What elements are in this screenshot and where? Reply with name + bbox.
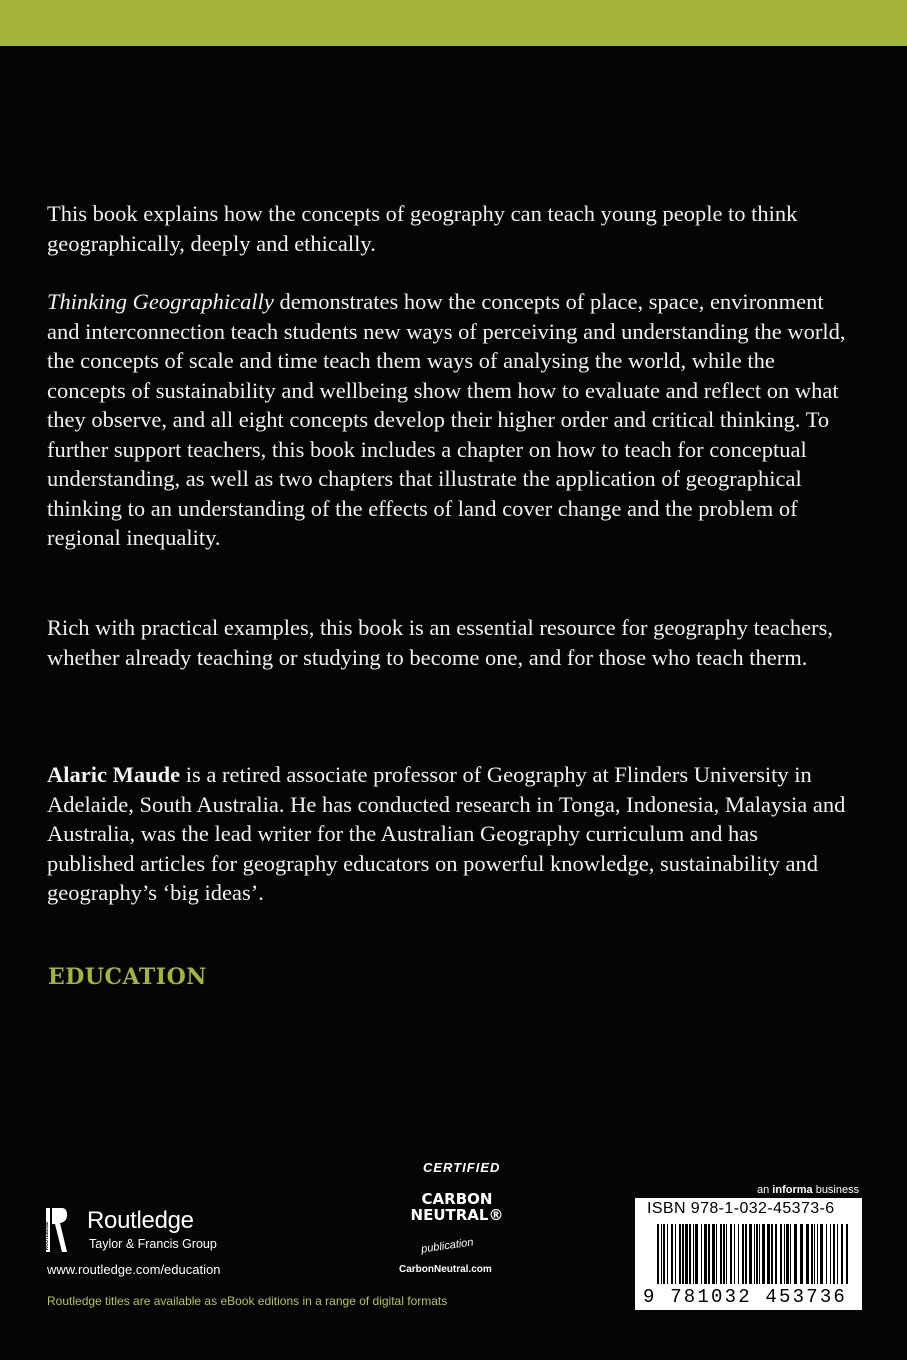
barcode-bar <box>846 1224 848 1284</box>
publisher-url: www.routledge.com/education <box>47 1262 221 1277</box>
author-bio <box>47 760 847 908</box>
barcode-bar <box>712 1224 715 1284</box>
barcode-bar <box>749 1224 752 1284</box>
barcode-bar <box>820 1224 823 1284</box>
barcode-bar <box>716 1224 717 1284</box>
routledge-logo-text: ROUTLEDGE <box>44 1221 49 1250</box>
barcode-bar <box>841 1224 843 1284</box>
barcode-bar <box>756 1224 758 1284</box>
isbn-text: ISBN 978-1-032-45373-6 <box>647 1200 835 1217</box>
barcode-bar <box>790 1224 791 1284</box>
blurb-paragraph-3 <box>47 613 847 672</box>
barcode-bar <box>794 1224 797 1284</box>
barcode-bar <box>734 1224 735 1284</box>
barcode-bar <box>771 1224 773 1284</box>
barcode-bar <box>685 1224 688 1284</box>
barcode-bar <box>667 1224 668 1284</box>
barcode-bar <box>679 1224 681 1284</box>
category-label: EDUCATION <box>48 964 207 990</box>
barcode-bar <box>675 1224 676 1284</box>
author-name: Alaric Maude <box>47 762 181 787</box>
barcode-bar <box>708 1224 710 1284</box>
blurb-text-1: This book explains how the concepts of geography can teach young people to think geographically, deeply and ethically. <box>47 201 798 256</box>
publisher-group: Taylor & Francis Group <box>89 1237 217 1251</box>
barcode-bar <box>738 1224 739 1284</box>
barcode-bar <box>775 1224 777 1284</box>
barcode-bar <box>742 1224 744 1284</box>
carbon-neutral-url: CarbonNeutral.com <box>399 1264 492 1275</box>
barcode-bar <box>695 1224 698 1284</box>
barcode-bar <box>833 1224 835 1284</box>
informa-suffix: business <box>812 1184 860 1196</box>
barcode-bars <box>635 1222 862 1288</box>
carbon-neutral-publication: publication <box>420 1236 475 1256</box>
barcode-bar <box>826 1224 827 1284</box>
top-color-band <box>0 0 907 46</box>
barcode-bar <box>786 1224 789 1284</box>
barcode-bar <box>762 1224 765 1284</box>
publisher-name: Routledge <box>87 1207 194 1234</box>
barcode-bar <box>806 1224 809 1284</box>
barcode-bar <box>830 1224 831 1284</box>
barcode-bar <box>759 1224 760 1284</box>
barcode-bar <box>661 1224 662 1284</box>
informa-prefix: an <box>757 1184 773 1196</box>
barcode-bar <box>726 1224 727 1284</box>
carbon-neutral-certified: CERTIFIED <box>423 1160 501 1175</box>
blurb-paragraph-2 <box>47 287 847 553</box>
barcode-bar <box>663 1224 665 1284</box>
barcode-bar <box>780 1224 782 1284</box>
blurb-paragraph-1 <box>47 199 847 258</box>
barcode-bar <box>671 1224 673 1284</box>
barcode-bar <box>745 1224 747 1284</box>
barcode-bar <box>767 1224 770 1284</box>
barcode-bar <box>720 1224 722 1284</box>
informa-bold: informa <box>772 1184 813 1196</box>
barcode-bar <box>657 1224 659 1284</box>
barcode-bar <box>689 1224 691 1284</box>
barcode-bar <box>814 1224 815 1284</box>
blurb-text-3: Rich with practical examples, this book is an essential resource for geography teachers, whether already teaching or studying to become one, and for those who teach therm. <box>47 615 833 670</box>
barcode-bar <box>811 1224 813 1284</box>
barcode-bar <box>701 1224 702 1284</box>
barcode-bar <box>682 1224 684 1284</box>
ebook-note: Routledge titles are available as eBook editions in a range of digital formats <box>47 1294 448 1308</box>
routledge-logo-icon <box>44 1202 68 1254</box>
carbon-neutral-logo <box>407 1191 507 1223</box>
barcode-bar <box>693 1224 694 1284</box>
barcode-bar <box>723 1224 725 1284</box>
barcode-bar <box>817 1224 818 1284</box>
carbon-neutral-line-1: CARBON <box>421 1190 493 1208</box>
barcode-bar <box>730 1224 732 1284</box>
barcode-bar <box>837 1224 838 1284</box>
barcode-bar <box>704 1224 707 1284</box>
book-title-italic: Thinking Geographically <box>47 289 274 314</box>
carbon-neutral-line-2: NEUTRAL® <box>410 1206 504 1224</box>
barcode-digits: 9 781032 453736 <box>643 1286 848 1308</box>
barcode-panel <box>635 1198 862 1310</box>
informa-business-label <box>757 1184 859 1196</box>
author-bio-text: is a retired associate professor of Geography at Flinders University in Adelaide, South Australia. He has conducted research in Tonga, Indonesia, Malaysia and Australia, was the lead writer for the Australian Geography curriculum and has published articles for geography educators on powerful knowledge, sustainability and geography’s ‘big ideas’. <box>47 762 846 905</box>
barcode-bar <box>800 1224 803 1284</box>
barcode-bar <box>754 1224 755 1284</box>
blurb-text-2: demonstrates how the concepts of place, space, environment and interconnection teach students new ways of perceiving and understanding the world, the concepts of scale and time teach them ways of analysing the world, while the concepts of sustainability and wellbeing show them how to evaluate and reflect on what they observe, and all eight concepts develop their higher order and critical thinking. To further support teachers, this book includes a chapter on how to teach for conceptual understanding, as well as two chapters that illustrate the application of geographical thinking to an understanding of the effects of land cover change and the problem of regional inequality. <box>47 289 846 550</box>
barcode-bar <box>784 1224 785 1284</box>
